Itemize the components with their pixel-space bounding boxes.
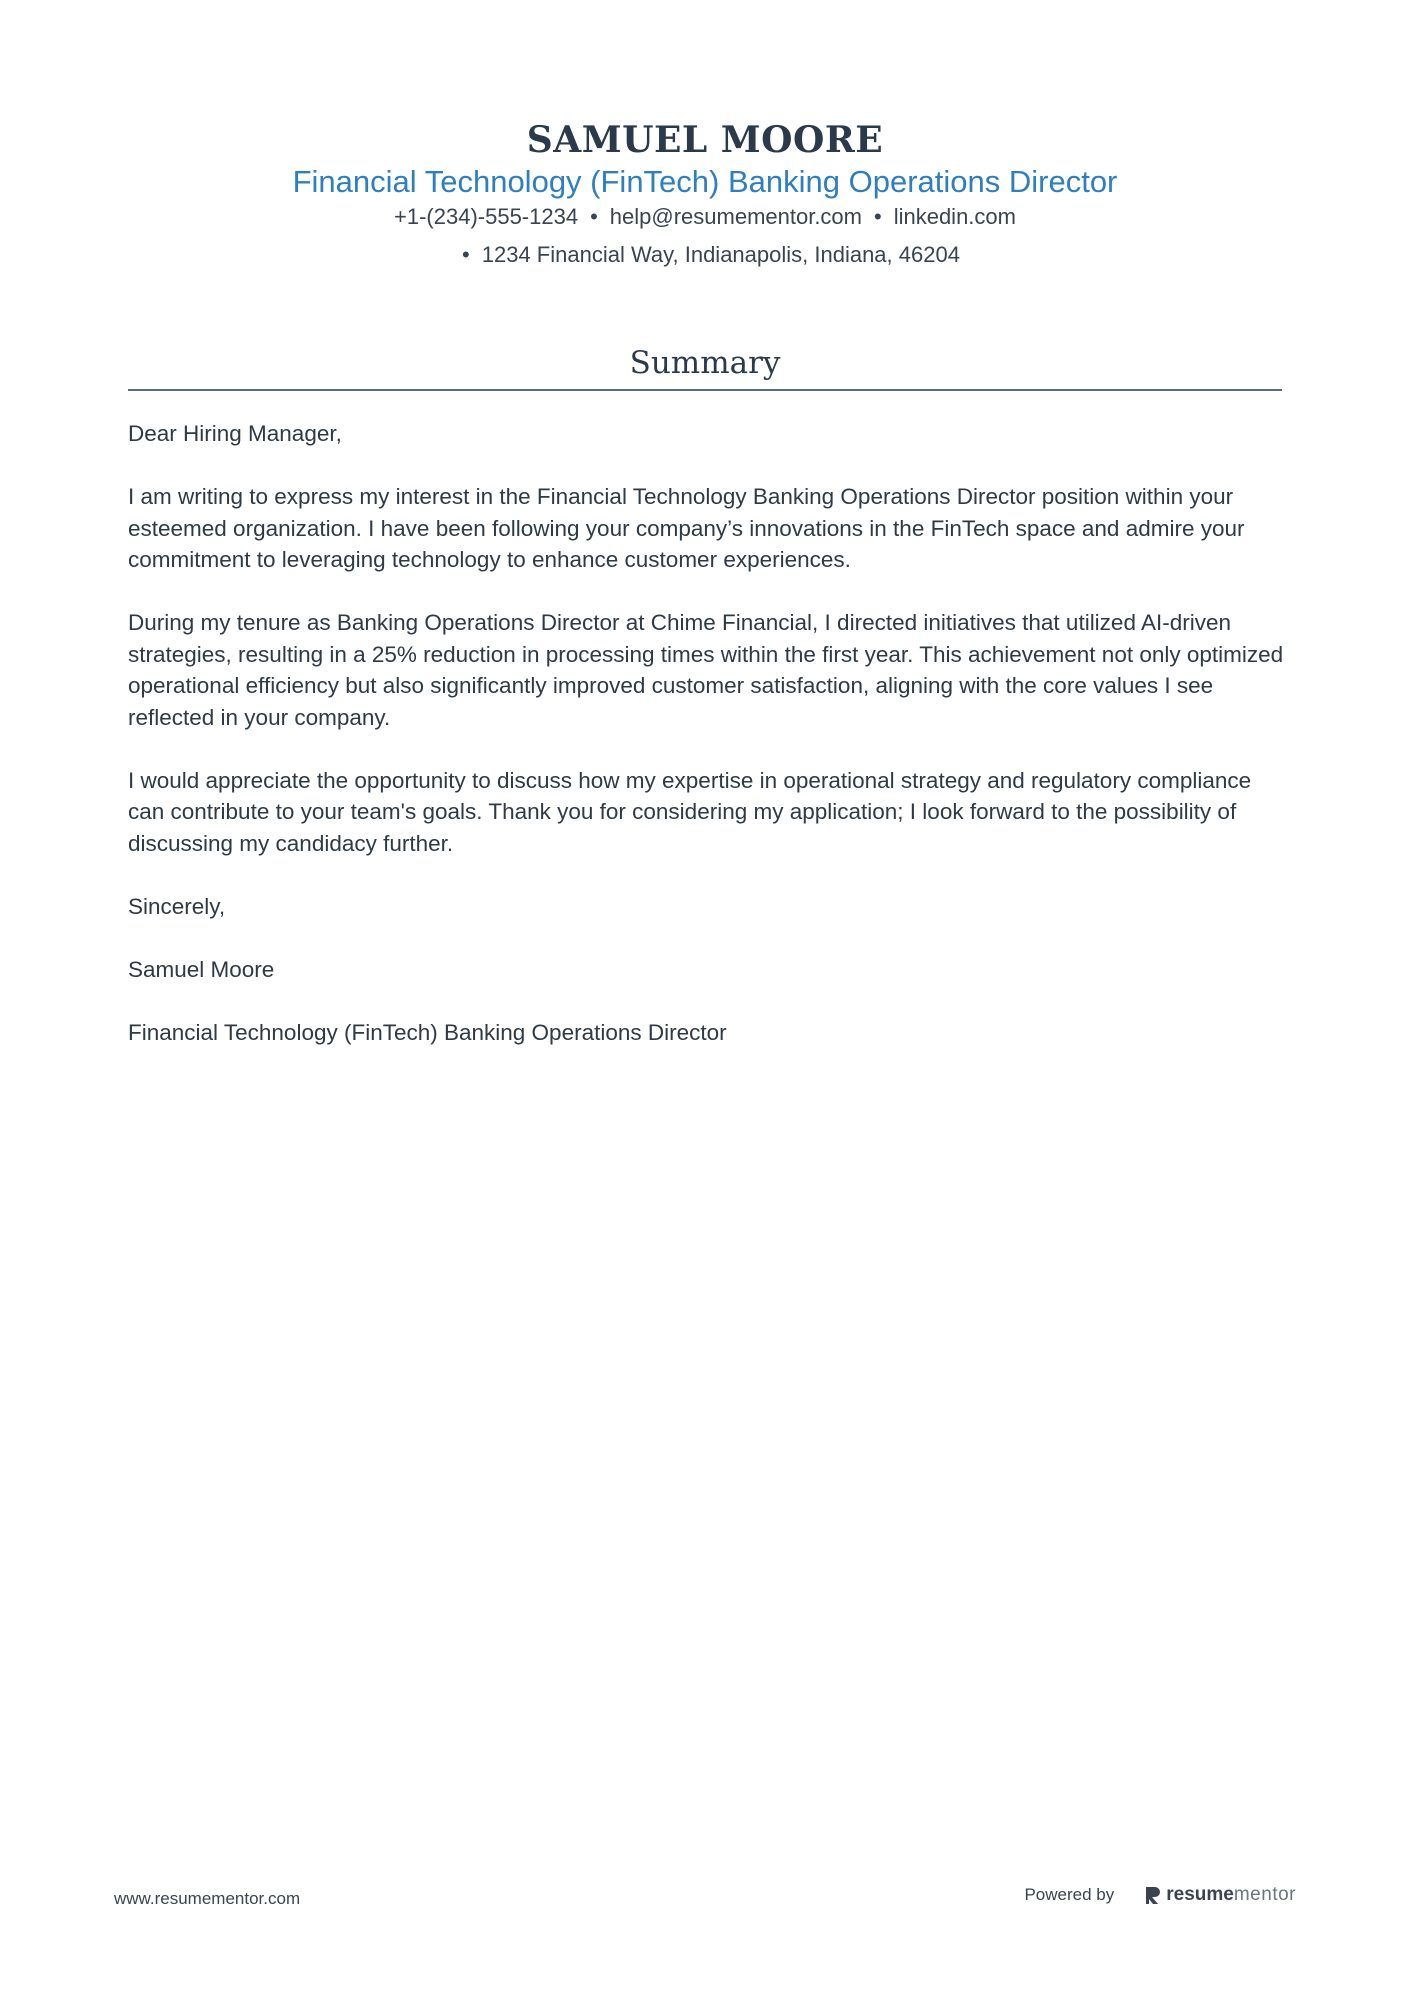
postal-address: 1234 Financial Way, Indianapolis, Indiana, 46204	[481, 242, 960, 267]
resume-header	[0, 118, 1410, 270]
website-link: linkedin.com	[893, 204, 1016, 229]
applicant-name: SAMUEL MOORE	[526, 119, 884, 161]
letter-paragraph: During my tenure as Banking Operations Director at Chime Financial, I directed initiatives that utilized AI-driven strategies, resulting in a 25% reduction in processing times within the first year. This achievement not only optimized operational efficiency but also significantly improved customer satisfaction, aligning with the core values I see reflected in your company.	[128, 610, 1284, 730]
resumementor-logo-icon	[1144, 1885, 1162, 1905]
phone-number: +1-(234)-555-1234	[394, 204, 579, 229]
letter-closing: Sincerely,	[128, 893, 226, 919]
brand-name-light: mentor	[1233, 1884, 1296, 1905]
section-title: Summary	[629, 345, 781, 381]
applicant-job-title: Financial Technology (FinTech) Banking Operations Director	[292, 164, 1118, 199]
section-divider	[128, 389, 1282, 391]
footer-website-link[interactable]: www.resumementor.com	[114, 1889, 301, 1908]
bullet-separator: •	[462, 242, 470, 267]
signature-name: Samuel Moore	[128, 956, 275, 982]
email-address: help@resumementor.com	[609, 204, 862, 229]
brand-logo-text[interactable]	[1166, 1884, 1296, 1906]
letter-paragraph: I am writing to express my interest in the Financial Technology Banking Operations Director position within your esteemed organization. I have been following your company’s innovations in the FinTech space and admire your commitment to leveraging technology to enhance customer experiences.	[128, 484, 1245, 572]
contact-line	[0, 202, 1410, 232]
bullet-separator: •	[874, 204, 882, 229]
cover-letter-body	[128, 418, 1286, 1080]
signature-title: Financial Technology (FinTech) Banking Operations Director	[128, 1019, 727, 1045]
powered-by-label: Powered by	[1024, 1885, 1115, 1904]
letter-paragraph: I would appreciate the opportunity to discuss how my expertise in operational strategy and regulatory compliance can contribute to your team's goals. Thank you for considering my application; I look forward to the possibility of discussing my candidacy further.	[128, 767, 1252, 856]
bullet-separator: •	[590, 204, 598, 229]
footer-branding	[1024, 1884, 1296, 1906]
letter-greeting: Dear Hiring Manager,	[128, 421, 342, 446]
address-line	[0, 240, 1410, 270]
brand-name-strong: resume	[1166, 1884, 1234, 1905]
